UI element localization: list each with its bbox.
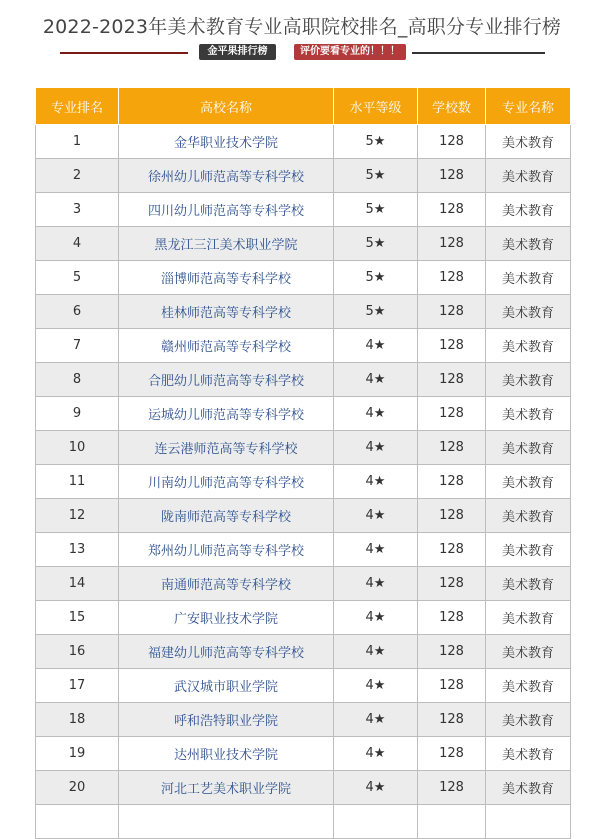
page-title: 2022-2023年美术教育专业高职院校排名_高职分专业排行榜 bbox=[42, 16, 562, 38]
level-cell bbox=[334, 805, 418, 839]
rank-cell: 1 bbox=[36, 125, 119, 159]
major-name-cell: 美术教育 bbox=[486, 125, 571, 159]
table-row bbox=[36, 227, 571, 261]
table-row bbox=[36, 703, 571, 737]
school-name-link[interactable]: 广安职业技术学院 bbox=[119, 601, 334, 635]
school-name-link[interactable]: 武汉城市职业学院 bbox=[119, 669, 334, 703]
school-name-link[interactable]: 陇南师范高等专科学校 bbox=[119, 499, 334, 533]
level-cell: 4★ bbox=[334, 635, 418, 669]
column-header-major: 专业名称 bbox=[486, 88, 571, 125]
school-name-link[interactable]: 河北工艺美术职业学院 bbox=[119, 771, 334, 805]
school-count-cell: 128 bbox=[418, 193, 486, 227]
school-name-link[interactable]: 达州职业技术学院 bbox=[119, 737, 334, 771]
school-count-cell: 128 bbox=[418, 533, 486, 567]
rank-cell: 11 bbox=[36, 465, 119, 499]
rank-cell: 6 bbox=[36, 295, 119, 329]
table-row bbox=[36, 635, 571, 669]
table-row bbox=[36, 397, 571, 431]
rank-cell: 9 bbox=[36, 397, 119, 431]
rank-cell: 15 bbox=[36, 601, 119, 635]
column-header-school: 高校名称 bbox=[119, 88, 334, 125]
rank-cell: 14 bbox=[36, 567, 119, 601]
column-header-count: 学校数 bbox=[418, 88, 486, 125]
major-name-cell: 美术教育 bbox=[486, 703, 571, 737]
level-cell: 4★ bbox=[334, 397, 418, 431]
school-count-cell: 128 bbox=[418, 703, 486, 737]
school-count-cell bbox=[418, 805, 486, 839]
rank-cell: 18 bbox=[36, 703, 119, 737]
major-name-cell: 美术教育 bbox=[486, 635, 571, 669]
rank-cell: 4 bbox=[36, 227, 119, 261]
school-name-link[interactable]: 运城幼儿师范高等专科学校 bbox=[119, 397, 334, 431]
table-row bbox=[36, 601, 571, 635]
school-name-link[interactable]: 川南幼儿师范高等专科学校 bbox=[119, 465, 334, 499]
level-cell: 5★ bbox=[334, 227, 418, 261]
table-row bbox=[36, 159, 571, 193]
school-count-cell: 128 bbox=[418, 261, 486, 295]
major-name-cell: 美术教育 bbox=[486, 465, 571, 499]
school-name-link[interactable]: 四川幼儿师范高等专科学校 bbox=[119, 193, 334, 227]
major-name-cell: 美术教育 bbox=[486, 159, 571, 193]
table-header-row bbox=[36, 88, 571, 125]
major-name-cell: 美术教育 bbox=[486, 499, 571, 533]
table-row bbox=[36, 499, 571, 533]
school-count-cell: 128 bbox=[418, 465, 486, 499]
level-cell: 4★ bbox=[334, 737, 418, 771]
level-cell: 4★ bbox=[334, 329, 418, 363]
rank-cell: 3 bbox=[36, 193, 119, 227]
school-count-cell: 128 bbox=[418, 737, 486, 771]
school-count-cell: 128 bbox=[418, 601, 486, 635]
school-count-cell: 128 bbox=[418, 397, 486, 431]
table-row bbox=[36, 771, 571, 805]
table-row bbox=[36, 737, 571, 771]
school-name-link[interactable]: 呼和浩特职业学院 bbox=[119, 703, 334, 737]
major-name-cell: 美术教育 bbox=[486, 261, 571, 295]
table-row bbox=[36, 193, 571, 227]
level-cell: 4★ bbox=[334, 771, 418, 805]
table-row bbox=[36, 669, 571, 703]
school-name-link[interactable]: 赣州师范高等专科学校 bbox=[119, 329, 334, 363]
major-name-cell: 美术教育 bbox=[486, 567, 571, 601]
level-cell: 4★ bbox=[334, 601, 418, 635]
school-count-cell: 128 bbox=[418, 227, 486, 261]
table-row bbox=[36, 465, 571, 499]
rank-cell: 10 bbox=[36, 431, 119, 465]
major-name-cell: 美术教育 bbox=[486, 669, 571, 703]
level-cell: 4★ bbox=[334, 703, 418, 737]
rank-cell: 12 bbox=[36, 499, 119, 533]
school-count-cell: 128 bbox=[418, 329, 486, 363]
rank-cell bbox=[36, 805, 119, 839]
table-row bbox=[36, 261, 571, 295]
table-row bbox=[36, 431, 571, 465]
school-name-link[interactable]: 合肥幼儿师范高等专科学校 bbox=[119, 363, 334, 397]
table-row bbox=[36, 295, 571, 329]
major-name-cell bbox=[486, 805, 571, 839]
school-name-link[interactable]: 徐州幼儿师范高等专科学校 bbox=[119, 159, 334, 193]
table-row bbox=[36, 533, 571, 567]
school-name-link[interactable]: 郑州幼儿师范高等专科学校 bbox=[119, 533, 334, 567]
level-cell: 4★ bbox=[334, 465, 418, 499]
school-name-link[interactable]: 连云港师范高等专科学校 bbox=[119, 431, 334, 465]
rank-cell: 8 bbox=[36, 363, 119, 397]
major-name-cell: 美术教育 bbox=[486, 295, 571, 329]
table-row bbox=[36, 567, 571, 601]
major-name-cell: 美术教育 bbox=[486, 533, 571, 567]
major-name-cell: 美术教育 bbox=[486, 397, 571, 431]
table-row bbox=[36, 363, 571, 397]
level-cell: 4★ bbox=[334, 499, 418, 533]
major-name-cell: 美术教育 bbox=[486, 329, 571, 363]
level-cell: 4★ bbox=[334, 431, 418, 465]
school-name-link[interactable] bbox=[119, 805, 334, 839]
title-divider-left bbox=[60, 52, 188, 54]
rank-cell: 2 bbox=[36, 159, 119, 193]
major-name-cell: 美术教育 bbox=[486, 771, 571, 805]
table-row bbox=[36, 805, 571, 839]
major-name-cell: 美术教育 bbox=[486, 363, 571, 397]
school-count-cell: 128 bbox=[418, 669, 486, 703]
evaluation-note-badge[interactable]: 评价要看专业的！！！ bbox=[294, 44, 406, 60]
school-count-cell: 128 bbox=[418, 125, 486, 159]
school-name-link[interactable]: 黑龙江三江美术职业学院 bbox=[119, 227, 334, 261]
school-count-cell: 128 bbox=[418, 363, 486, 397]
school-count-cell: 128 bbox=[418, 159, 486, 193]
level-cell: 5★ bbox=[334, 159, 418, 193]
school-count-cell: 128 bbox=[418, 635, 486, 669]
major-name-cell: 美术教育 bbox=[486, 227, 571, 261]
rank-cell: 16 bbox=[36, 635, 119, 669]
rank-cell: 13 bbox=[36, 533, 119, 567]
level-cell: 5★ bbox=[334, 125, 418, 159]
ranking-source-badge[interactable]: 金平果排行榜 bbox=[199, 44, 276, 60]
school-name-link[interactable]: 福建幼儿师范高等专科学校 bbox=[119, 635, 334, 669]
rank-cell: 19 bbox=[36, 737, 119, 771]
level-cell: 5★ bbox=[334, 261, 418, 295]
school-name-link[interactable]: 南通师范高等专科学校 bbox=[119, 567, 334, 601]
school-count-cell: 128 bbox=[418, 567, 486, 601]
rank-cell: 5 bbox=[36, 261, 119, 295]
level-cell: 4★ bbox=[334, 533, 418, 567]
school-count-cell: 128 bbox=[418, 295, 486, 329]
school-count-cell: 128 bbox=[418, 771, 486, 805]
rank-cell: 17 bbox=[36, 669, 119, 703]
major-name-cell: 美术教育 bbox=[486, 431, 571, 465]
major-name-cell: 美术教育 bbox=[486, 601, 571, 635]
ranking-table bbox=[35, 87, 571, 839]
table-row bbox=[36, 329, 571, 363]
major-name-cell: 美术教育 bbox=[486, 737, 571, 771]
title-divider-right bbox=[412, 52, 545, 54]
major-name-cell: 美术教育 bbox=[486, 193, 571, 227]
level-cell: 5★ bbox=[334, 295, 418, 329]
level-cell: 5★ bbox=[334, 193, 418, 227]
column-header-level: 水平等级 bbox=[334, 88, 418, 125]
school-count-cell: 128 bbox=[418, 499, 486, 533]
level-cell: 4★ bbox=[334, 669, 418, 703]
school-name-link[interactable]: 桂林师范高等专科学校 bbox=[119, 295, 334, 329]
table-row bbox=[36, 125, 571, 159]
rank-cell: 20 bbox=[36, 771, 119, 805]
rank-cell: 7 bbox=[36, 329, 119, 363]
school-name-link[interactable]: 淄博师范高等专科学校 bbox=[119, 261, 334, 295]
column-header-rank: 专业排名 bbox=[36, 88, 119, 125]
school-name-link[interactable]: 金华职业技术学院 bbox=[119, 125, 334, 159]
level-cell: 4★ bbox=[334, 363, 418, 397]
level-cell: 4★ bbox=[334, 567, 418, 601]
school-count-cell: 128 bbox=[418, 431, 486, 465]
